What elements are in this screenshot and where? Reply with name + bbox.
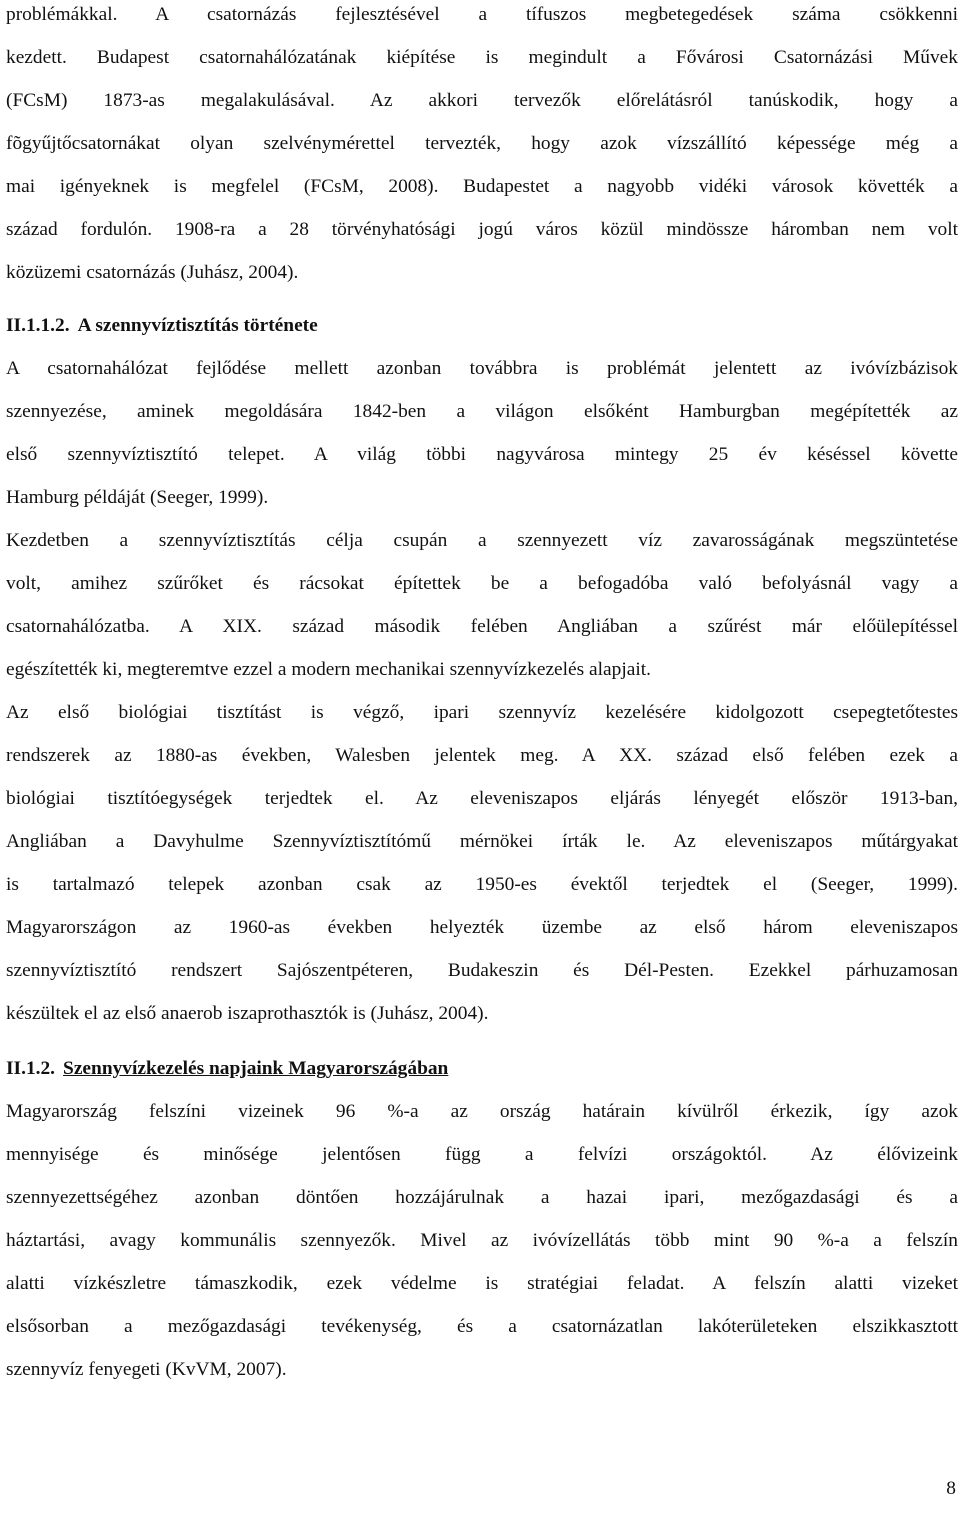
text-line: szennyvíztisztító rendszert Sajószentpéteren, Budakeszin és Dél-Pesten. Ezekkel párhuzamosan	[6, 960, 958, 981]
paragraph-intro	[6, 0, 958, 294]
text-line: kezdett. Budapest csatornahálózatának kiépítése is megindult a Fővárosi Csatornázási Művek	[6, 47, 958, 68]
section-heading-present	[6, 1047, 958, 1090]
text-line: egészítették ki, megteremtve ezzel a modern mechanikai szennyvízkezelés alapjait.	[6, 659, 651, 680]
text-line: volt, amihez szűrőket és rácsokat építettek be a befogadóba való befolyásnál vagy a	[6, 573, 958, 594]
page-number: 8	[946, 1478, 956, 1499]
text-line: alatti vízkészletre támaszkodik, ezek védelme is stratégiai feladat. A felszín alatti vizeket	[6, 1273, 958, 1294]
text-line: is tartalmazó telepek azonban csak az 1950-es évektől terjedtek el (Seeger, 1999).	[6, 874, 958, 895]
paragraph-biological-treatment	[6, 691, 958, 1035]
text-line: háztartási, avagy kommunális szennyezők. Mivel az ivóvízellátás több mint 90 %-a a felszín	[6, 1230, 958, 1251]
section-number: II.1.1.2.	[6, 315, 70, 336]
paragraph-early-treatment	[6, 519, 958, 691]
document-page	[6, 0, 958, 1391]
text-line: Angliában a Davyhulme Szennyvíztisztítómű mérnökei írták le. Az eleveniszapos műtárgyakat	[6, 831, 958, 852]
text-line: A csatornahálózat fejlődése mellett azonban továbbra is problémát jelentett az ivóvízbázisok	[6, 358, 958, 379]
section-title: A szennyvíztisztítás története	[77, 315, 318, 336]
text-line: mennyisége és minősége jelentősen függ a felvízi országoktól. Az élővizeink	[6, 1144, 958, 1165]
text-line: szennyezettségéhez azonban döntően hozzájárulnak a hazai ipari, mezőgazdasági és a	[6, 1187, 958, 1208]
section-number: II.1.2.	[6, 1058, 56, 1079]
paragraph-hungary-waters	[6, 1090, 958, 1391]
text-line: (FCsM) 1873-as megalakulásával. Az akkori tervezők előrelátásról tanúskodik, hogy a	[6, 90, 958, 111]
text-line: fõgyűjtőcsatornákat olyan szelvénymérettel tervezték, hogy azok vízszállító képessége még a	[6, 133, 958, 154]
text-line: Az első biológiai tisztítást is végző, ipari szennyvíz kezelésére kidolgozott csepegtetőtestes	[6, 702, 958, 723]
section-title: Szennyvízkezelés napjaink Magyarországában	[63, 1058, 449, 1079]
text-line: készültek el az első anaerob iszaprothasztók is (Juhász, 2004).	[6, 1003, 489, 1024]
text-line: első szennyvíztisztító telepet. A világ többi nagyvárosa mintegy 25 év késéssel követte	[6, 444, 958, 465]
section-heading-history	[6, 304, 958, 347]
text-line: biológiai tisztítóegységek terjedtek el. Az eleveniszapos eljárás lényegét először 1913-ban,	[6, 788, 958, 809]
text-line: közüzemi csatornázás (Juhász, 2004).	[6, 262, 299, 283]
text-line: rendszerek az 1880-as években, Walesben jelentek meg. A XX. század első felében ezek a	[6, 745, 958, 766]
paragraph-hamburg	[6, 347, 958, 519]
text-line: problémákkal. A csatornázás fejlesztésével a tífuszos megbetegedések száma csökkenni	[6, 4, 958, 25]
text-line: szennyvíz fenyegeti (KvVM, 2007).	[6, 1359, 287, 1380]
text-line: Hamburg példáját (Seeger, 1999).	[6, 487, 269, 508]
text-line: szennyezése, aminek megoldására 1842-ben a világon elsőként Hamburgban megépítették az	[6, 401, 958, 422]
text-line: Kezdetben a szennyvíztisztítás célja csupán a szennyezett víz zavarosságának megszüntetése	[6, 530, 958, 551]
text-line: Magyarországon az 1960-as években helyezték üzembe az első három eleveniszapos	[6, 917, 958, 938]
text-line: század fordulón. 1908-ra a 28 törvényhatósági jogú város közül mindössze háromban nem volt	[6, 219, 958, 240]
text-line: elsősorban a mezőgazdasági tevékenység, és a csatornázatlan lakóterületeken elszikkasztott	[6, 1316, 958, 1337]
text-line: mai igényeknek is megfelel (FCsM, 2008). Budapestet a nagyobb vidéki városok követték a	[6, 176, 958, 197]
text-line: Magyarország felszíni vizeinek 96 %-a az ország határain kívülről érkezik, így azok	[6, 1101, 958, 1122]
text-line: csatornahálózatba. A XIX. század második felében Angliában a szűrést már előülepítéssel	[6, 616, 958, 637]
